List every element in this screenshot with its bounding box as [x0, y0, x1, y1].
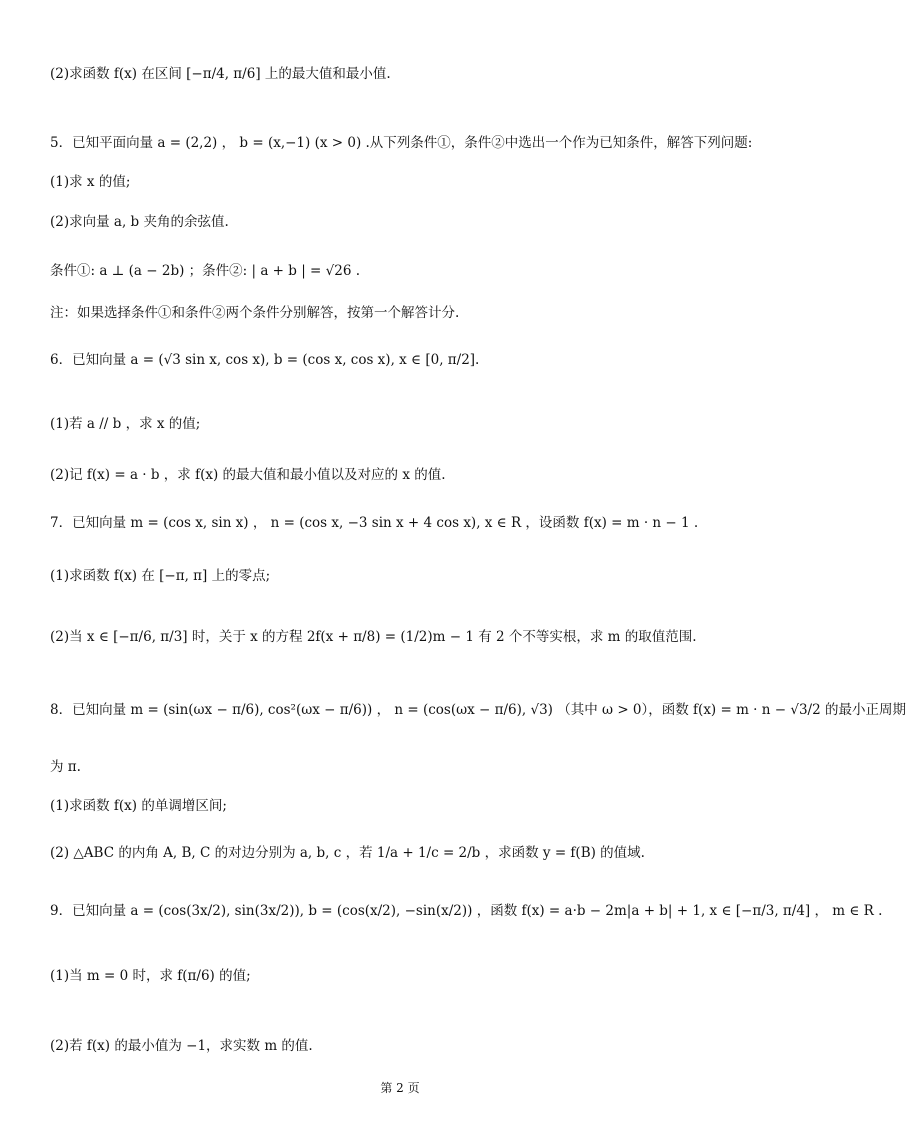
problem-6-part-2: (2)记 f(x) = a · b ，求 f(x) 的最大值和最小值以及对应的 x 的值. [50, 467, 446, 483]
problem-9-statement: 9．已知向量 a = (cos(3x/2), sin(3x/2)), b = (cos(x/2), −sin(x/2)) ，函数 f(x) = a·b − 2m|a + b| + 1, x ∈ [−π/3, π/4] ， m ∈ R . [50, 903, 883, 919]
problem-8-statement: 8．已知向量 m = (sin(ωx − π/6), cos²(ωx − π/6)) ， n = (cos(ωx − π/6), √3) （其中 ω > 0），函数 f(x) = m · n − √3/2 的最小正周期 [50, 702, 906, 718]
problem-5-part-1: (1)求 x 的值; [50, 174, 131, 190]
problem-8-part-1: (1)求函数 f(x) 的单调增区间; [50, 798, 227, 814]
problem-5-part-2: (2)求向量 a, b 夹角的余弦值. [50, 214, 229, 230]
problem-4-part-2: (2)求函数 f(x) 在区间 [−π/4, π/6] 上的最大值和最小值. [50, 66, 391, 82]
problem-9-part-1: (1)当 m = 0 时，求 f(π/6) 的值; [50, 968, 251, 984]
problem-8-part-2: (2) △ABC 的内角 A, B, C 的对边分别为 a, b, c ，若 1/a + 1/c = 2/b ，求函数 y = f(B) 的值域. [50, 845, 645, 861]
problem-5-statement: 5．已知平面向量 a = (2,2) ， b = (x,−1) (x > 0) .从下列条件①，条件②中选出一个作为已知条件，解答下列问题: [50, 135, 753, 151]
problem-6-part-1: (1)若 a // b ，求 x 的值; [50, 416, 201, 432]
problem-7-statement: 7．已知向量 m = (cos x, sin x) ， n = (cos x, −3 sin x + 4 cos x), x ∈ R ，设函数 f(x) = m · n − 1 . [50, 515, 699, 531]
problem-9-part-2: (2)若 f(x) 的最小值为 −1，求实数 m 的值. [50, 1038, 313, 1054]
problem-8-statement-cont: 为 π. [50, 759, 81, 775]
problem-5-note: 注：如果选择条件①和条件②两个条件分别解答，按第一个解答计分. [50, 305, 460, 321]
problem-7-part-1: (1)求函数 f(x) 在 [−π, π] 上的零点; [50, 568, 271, 584]
problem-6-statement: 6．已知向量 a = (√3 sin x, cos x), b = (cos x, cos x), x ∈ [0, π/2]. [50, 352, 480, 368]
problem-7-part-2: (2)当 x ∈ [−π/6, π/3] 时，关于 x 的方程 2f(x + π/8) = (1/2)m − 1 有 2 个不等实根，求 m 的取值范围. [50, 629, 697, 645]
problem-5-conditions: 条件①: a ⊥ (a − 2b) ；条件②: | a + b | = √26 . [50, 263, 361, 279]
page-number: 第 2 页 [380, 1081, 420, 1095]
